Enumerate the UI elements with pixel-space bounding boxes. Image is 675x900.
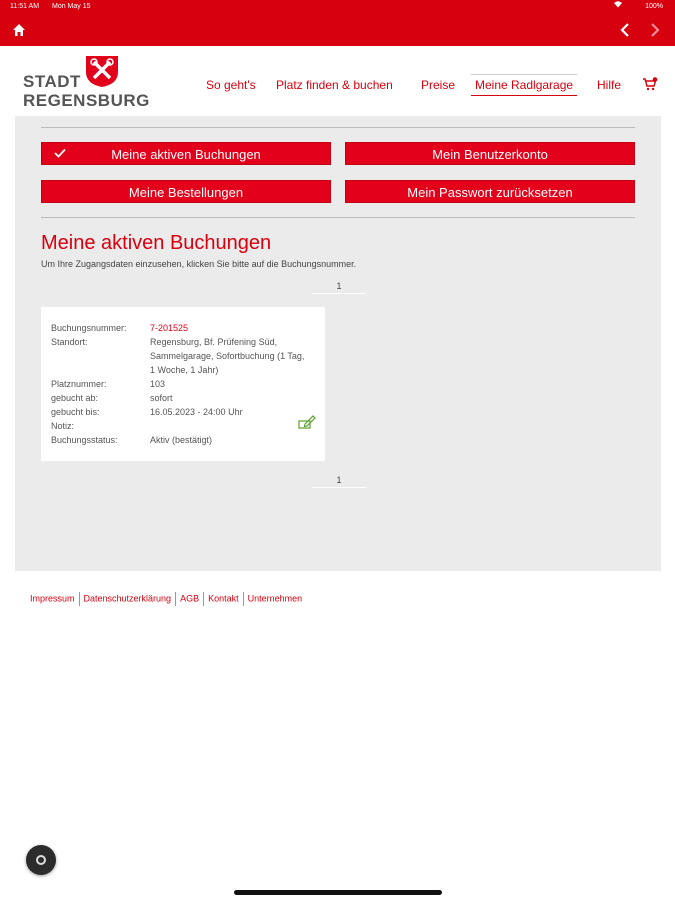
nav-item-so-gehts[interactable]: So geht's — [206, 78, 256, 92]
main-content — [15, 116, 661, 571]
location-value: Regensburg, Bf. Prüfening Süd, Sammelgarage, Sofortbuchung (1 Tag, 1 Woche, 1 Jahr) — [150, 337, 305, 375]
footer-links — [30, 592, 302, 606]
note-label: Notiz: — [51, 421, 75, 431]
divider — [175, 592, 176, 606]
booking-card — [41, 307, 325, 461]
divider — [41, 217, 635, 218]
footer-link-impressum[interactable]: Impressum — [30, 593, 75, 604]
home-icon[interactable] — [12, 23, 26, 37]
spot-label: Platznummer: — [51, 379, 107, 389]
booked-until-value: 16.05.2023 - 24:00 Uhr — [150, 407, 243, 417]
pagination-top[interactable]: 1 — [312, 278, 366, 294]
active-bookings-label: Meine aktiven Buchungen — [111, 147, 261, 162]
status-time: 11:51 AM — [10, 3, 40, 10]
spot-value: 103 — [150, 379, 166, 389]
footer-link-agb[interactable]: AGB — [180, 593, 200, 604]
wifi-icon — [613, 0, 623, 14]
status-value: Aktiv (bestätigt) — [150, 435, 213, 445]
divider — [41, 127, 635, 128]
active-bookings-button[interactable] — [41, 142, 331, 165]
home-indicator[interactable] — [234, 890, 442, 895]
footer-link-datenschutz[interactable]: Datenschutzerklärung — [83, 593, 172, 604]
divider — [203, 592, 204, 606]
logo-line-1: STADT — [23, 72, 81, 91]
cart-icon[interactable] — [642, 77, 658, 91]
divider — [79, 592, 80, 606]
chevron-left-icon[interactable] — [619, 22, 631, 38]
user-account-button[interactable]: Mein Benutzerkonto — [345, 142, 635, 165]
status-date: Mon May 15 — [52, 3, 91, 10]
status-label: Buchungsstatus: — [51, 435, 118, 445]
nav-item-preise[interactable]: Preise — [421, 78, 456, 92]
reset-password-button[interactable]: Mein Passwort zurücksetzen — [345, 180, 635, 203]
pagination-bottom[interactable]: 1 — [312, 472, 366, 488]
location-label: Standort: — [51, 337, 88, 347]
booking-number-label: Buchungsnummer: — [51, 323, 127, 333]
footer-link-unternehmen[interactable]: Unternehmen — [247, 593, 303, 604]
divider — [243, 592, 244, 606]
booked-from-label: gebucht ab: — [51, 393, 99, 403]
checkmark-icon — [54, 143, 66, 166]
booked-until-label: gebucht bis: — [51, 407, 100, 417]
logo-line-2: REGENSBURG — [23, 91, 150, 110]
assistive-touch-icon[interactable] — [26, 845, 56, 875]
site-header — [0, 46, 675, 116]
nav-item-meine-radlgarage[interactable]: Meine Radlgarage — [471, 74, 577, 96]
assistive-touch-ring — [36, 855, 46, 865]
footer-link-kontakt[interactable]: Kontakt — [208, 593, 239, 604]
page-title: Meine aktiven Buchungen — [41, 232, 272, 254]
chevron-right-icon[interactable] — [649, 22, 661, 38]
battery-level: 100% — [645, 3, 663, 10]
edit-icon[interactable] — [298, 415, 316, 429]
browser-toolbar — [0, 14, 675, 46]
nav-item-hilfe[interactable]: Hilfe — [597, 78, 622, 92]
status-bar — [0, 0, 675, 14]
nav-item-platz-finden[interactable]: Platz finden & buchen — [276, 78, 393, 92]
booking-number-link[interactable]: 7-201525 — [150, 323, 189, 333]
booked-from-value: sofort — [150, 393, 173, 403]
coat-of-arms-icon — [84, 54, 120, 88]
page-hint: Um Ihre Zugangsdaten einzusehen, klicken Sie bitte auf die Buchungsnummer. — [41, 259, 357, 269]
orders-button[interactable]: Meine Bestellungen — [41, 180, 331, 203]
